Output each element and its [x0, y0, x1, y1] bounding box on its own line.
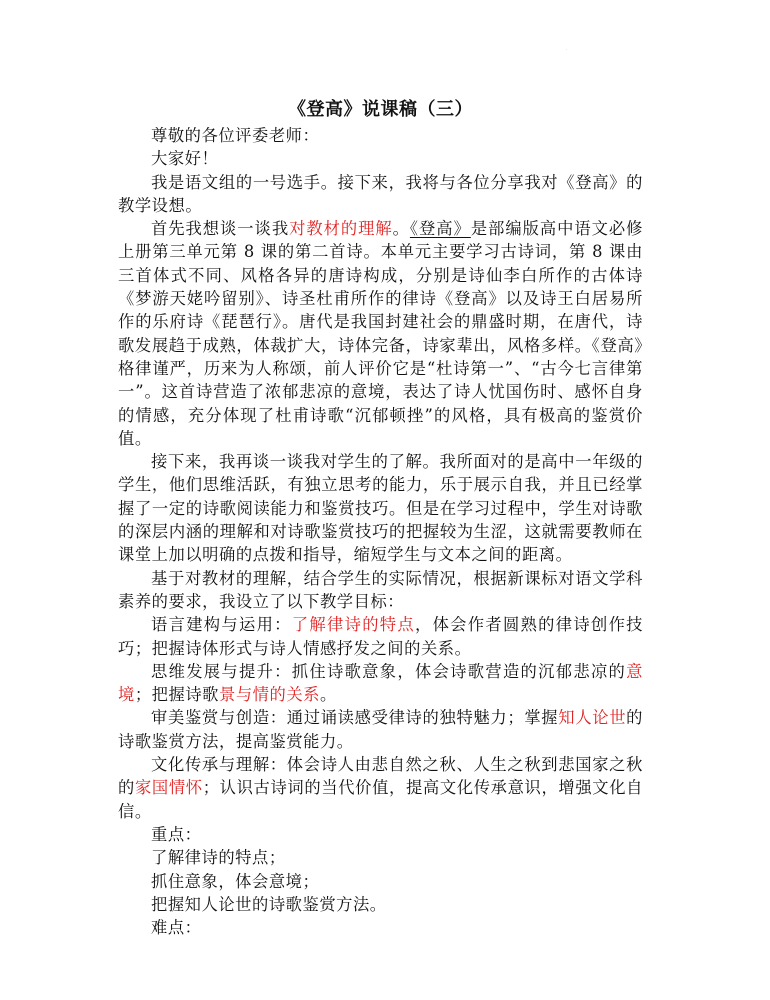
textbook-highlight: 对教材的理解 [289, 219, 393, 239]
goal-aesthetic [118, 706, 643, 753]
document-body [118, 98, 643, 939]
difficulty-label: 难点： [151, 918, 202, 938]
textbook-text-b: 。 [392, 219, 410, 239]
goal-thinking-highlight-1: 意境 [118, 661, 643, 705]
goal-aesthetic-highlight: 知人论世 [558, 708, 627, 728]
intro-paragraph: 我是语文组的一号选手。接下来，我将与各位分享我对《登高》的教学设想。 [118, 172, 643, 215]
goal-aesthetic-text-b: 的诗歌鉴赏方法，提高鉴赏能力。 [118, 708, 644, 751]
goal-aesthetic-text-a: 审美鉴赏与创造：通过诵读感受律诗的独特魅力；掌握 [151, 708, 559, 728]
goal-culture-highlight: 家国情怀 [134, 778, 203, 798]
goal-language-highlight: 了解律诗的特点 [291, 615, 415, 635]
greeting-line: 尊敬的各位评委老师： [151, 126, 320, 145]
poem-title-underlined: 《登高》 [409, 219, 471, 239]
goal-culture [118, 753, 643, 823]
textbook-text-c: 是部编版高中语文必修上册第三单元第 8 课的第二首诗。本单元主要学习古诗词，第 8 课由三首体式不同、风格各异的唐诗构成，分别是诗仙李白所作的古体诗《梦游天姥吟留别》、诗圣杜甫所作的律诗《登高》以及诗王白居易所作的乐府诗《琵琶行》。唐代是我国封建社会的鼎盛时期，在唐代，诗歌发展趋于成熟，体裁扩大，诗体完备，诗家辈出，风格多样。《登高》格律谨严，历来为人称颂，前人评价它是“杜诗第一”、“古今七言律第一”。这首诗营造了浓郁悲凉的意境，表达了诗人忧国伤时、感怀自身的情感，充分体现了杜甫诗歌“沉郁顿挫”的风格，具有极高的鉴赏价值。 [118, 219, 643, 448]
textbook-text-a: 首先我想谈一谈我 [151, 219, 290, 239]
key-point-item: 了解律诗的特点； [151, 848, 286, 868]
goal-culture-text-b: ；认识古诗词的当代价值，提高文化传承意识，增强文化自信。 [118, 778, 644, 821]
goal-thinking-text-b: ；把握诗歌 [134, 685, 220, 705]
document-title: 《登高》说课稿（三） [288, 99, 473, 120]
key-point-item: 把握知人论世的诗歌鉴赏方法。 [151, 894, 387, 914]
goal-language [118, 613, 643, 660]
goal-thinking-highlight-2: 景与情的关系 [219, 685, 321, 705]
goals-intro-paragraph: 基于对教材的理解，结合学生的实际情况，根据新课标对语文学科素养的要求，我设立了以下教学目标： [118, 568, 643, 611]
goal-thinking-text-c: 。 [320, 685, 337, 705]
students-paragraph: 接下来，我再谈一谈我对学生的了解。我所面对的是高中一年级的学生，他们思维活跃，有独立思考的能力，乐于展示自我，并且已经掌握了一定的诗歌阅读能力和鉴赏技巧。但是在学习过程中，学生对诗歌的深层内涵的理解和对诗歌鉴赏技巧的把握较为生涩，这就需要教师在课堂上加以明确的点拨和指导，缩短学生与文本之间的距离。 [118, 452, 643, 565]
goal-language-text: ，体会作者圆熟的律诗创作技巧；把握诗体形式与诗人情感抒发之间的关系。 [118, 615, 643, 658]
goal-thinking [118, 660, 643, 707]
goal-thinking-text-a: 思维发展与提升：抓住诗歌意象，体会诗歌营造的沉郁悲凉的 [151, 661, 627, 681]
key-point-item: 抓住意象，体会意境； [151, 871, 320, 891]
goal-culture-text-a: 文化传承与理解：体会诗人由悲自然之秋、人生之秋到悲国家之秋的 [118, 755, 643, 798]
key-points-label: 重点： [151, 824, 202, 844]
textbook-paragraph [118, 217, 643, 450]
hello-line: 大家好！ [151, 149, 219, 169]
corner-mark: · [566, 47, 568, 53]
goal-language-label: 语言建构与运用： [151, 615, 292, 635]
